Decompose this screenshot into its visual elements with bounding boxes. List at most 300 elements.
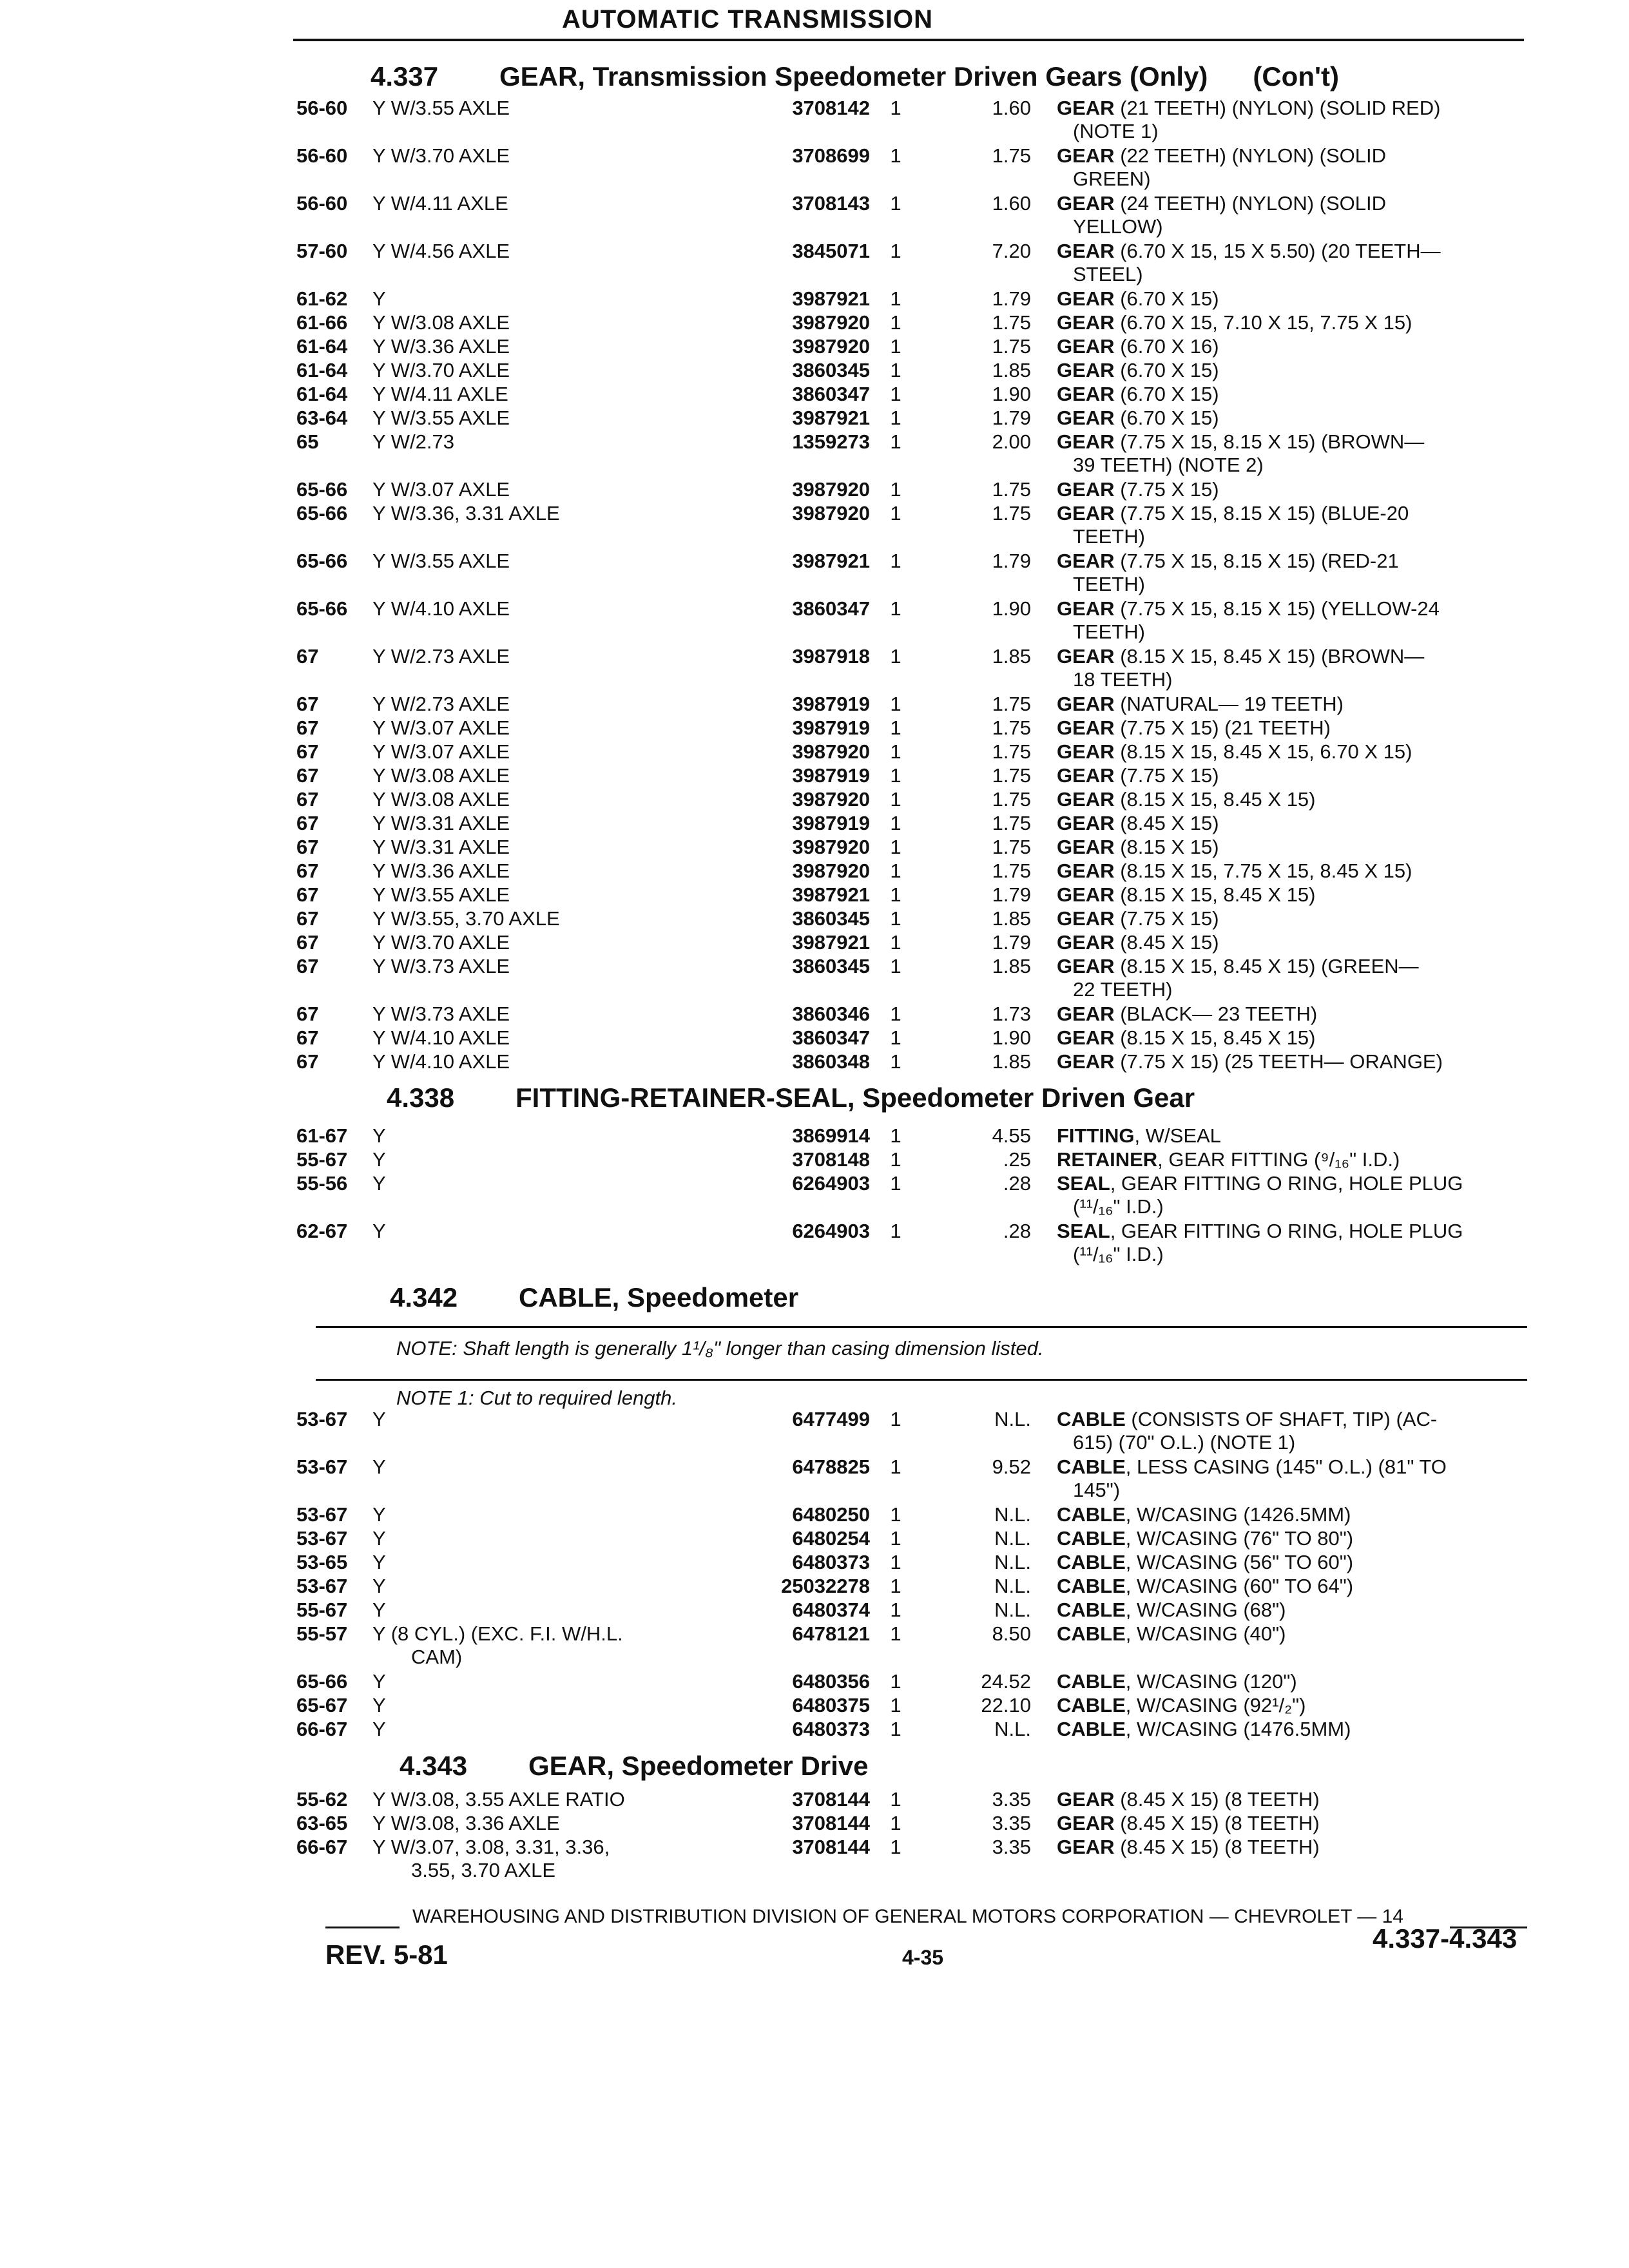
model-text: Y W/3.55 AXLE <box>372 883 510 906</box>
model-text: Y W/2.73 <box>372 430 454 453</box>
model-cell <box>372 1456 720 1479</box>
price: 1.75 <box>992 788 1031 811</box>
description-text-cont: GREEN) <box>1073 168 1151 190</box>
description-keyword: GEAR <box>1057 693 1115 715</box>
description-text: , W/CASING (120") <box>1125 1670 1297 1693</box>
quantity: 1 <box>890 1050 901 1073</box>
quantity: 1 <box>890 788 901 811</box>
description-cell <box>1057 1812 1527 1835</box>
year-range: 65-66 <box>296 1670 348 1693</box>
description-text-cont: (¹¹/₁₆" I.D.) <box>1073 1195 1164 1218</box>
quantity: 1 <box>890 693 901 715</box>
quantity: 1 <box>890 311 901 334</box>
description-keyword: GEAR <box>1057 836 1115 858</box>
price: 1.79 <box>992 407 1031 429</box>
model-cell <box>372 1694 720 1717</box>
price: 1.75 <box>992 335 1031 358</box>
model-cell <box>372 430 720 454</box>
price: 1.75 <box>992 740 1031 763</box>
part-number: 3708148 <box>792 1148 870 1171</box>
description-cell <box>1057 1124 1527 1148</box>
quantity: 1 <box>890 1148 901 1171</box>
model-cell <box>372 1148 720 1171</box>
section-name: GEAR, Speedometer Drive <box>528 1751 869 1781</box>
model-text: Y W/3.07 AXLE <box>372 716 510 739</box>
price: 1.75 <box>992 478 1031 501</box>
price: 1.75 <box>992 311 1031 334</box>
model-text: Y W/3.55 AXLE <box>372 550 510 572</box>
table-row <box>0 1836 1629 1883</box>
model-text: Y W/3.70 AXLE <box>372 931 510 954</box>
description-keyword: SEAL <box>1057 1172 1110 1195</box>
year-range: 61-64 <box>296 383 348 405</box>
model-cell <box>372 478 720 501</box>
model-text: Y W/3.73 AXLE <box>372 1003 510 1025</box>
price: 1.79 <box>992 931 1031 954</box>
model-text: Y <box>372 1694 386 1716</box>
description-text: (6.70 X 15) <box>1114 383 1219 405</box>
description-keyword: GEAR <box>1057 740 1115 763</box>
quantity: 1 <box>890 645 901 668</box>
year-range: 53-67 <box>296 1575 348 1597</box>
quantity: 1 <box>890 359 901 381</box>
price: 1.60 <box>992 192 1031 215</box>
quantity: 1 <box>890 1670 901 1693</box>
quantity: 1 <box>890 955 901 977</box>
price: N.L. <box>994 1527 1031 1550</box>
year-range: 53-67 <box>296 1527 348 1550</box>
model-cell <box>372 1503 720 1526</box>
description-cell <box>1057 1527 1527 1550</box>
part-number: 3987919 <box>792 693 870 715</box>
description-cell <box>1057 812 1527 835</box>
description-cell <box>1057 1599 1527 1622</box>
description-keyword: CABLE <box>1057 1622 1126 1645</box>
description-keyword: GEAR <box>1057 550 1115 572</box>
price: 1.75 <box>992 502 1031 524</box>
model-text: Y W/3.70 AXLE <box>372 144 510 167</box>
price: 1.79 <box>992 287 1031 310</box>
section-title-4338 <box>387 1082 1195 1113</box>
model-text: Y <box>372 1408 386 1430</box>
price: N.L. <box>994 1551 1031 1573</box>
year-range: 61-66 <box>296 311 348 334</box>
description-cell <box>1057 1172 1527 1218</box>
price: 1.75 <box>992 716 1031 739</box>
description-cell <box>1057 359 1527 382</box>
description-text-cont: 145") <box>1073 1479 1121 1501</box>
description-keyword: CABLE <box>1057 1694 1126 1716</box>
description-text: (6.70 X 16) <box>1114 335 1219 358</box>
year-range: 67 <box>296 693 319 715</box>
description-cell <box>1057 1408 1527 1454</box>
description-keyword: GEAR <box>1057 764 1115 787</box>
model-text: Y W/3.55 AXLE <box>372 97 510 119</box>
description-text: (6.70 X 15) <box>1114 407 1219 429</box>
description-keyword: CABLE <box>1057 1551 1126 1573</box>
section-title-4343 <box>400 1751 869 1782</box>
section-number: 4.338 <box>387 1082 455 1113</box>
description-cell <box>1057 1788 1527 1811</box>
part-number: 3708144 <box>792 1788 870 1811</box>
page-number: 4-35 <box>902 1946 944 1969</box>
part-number: 3987921 <box>792 883 870 906</box>
year-range: 67 <box>296 716 319 739</box>
model-cell <box>372 97 720 120</box>
description-text: (8.15 X 15, 8.45 X 15, 6.70 X 15) <box>1114 740 1412 763</box>
model-text: Y <box>372 1551 386 1573</box>
description-keyword: GEAR <box>1057 645 1115 668</box>
table-row <box>0 645 1629 693</box>
model-cell <box>372 192 720 215</box>
year-range: 66-67 <box>296 1836 348 1858</box>
description-keyword: GEAR <box>1057 1026 1115 1049</box>
part-number: 3708699 <box>792 144 870 167</box>
price: 1.90 <box>992 383 1031 405</box>
quantity: 1 <box>890 1124 901 1147</box>
price: 1.60 <box>992 97 1031 119</box>
description-keyword: GEAR <box>1057 883 1115 906</box>
part-number: 3860347 <box>792 597 870 620</box>
model-cell <box>372 311 720 334</box>
description-text: (24 TEETH) (NYLON) (SOLID <box>1114 192 1387 215</box>
quantity: 1 <box>890 1836 901 1858</box>
model-cell <box>372 693 720 716</box>
table-row <box>0 192 1629 240</box>
model-text: Y <box>372 287 386 310</box>
description-keyword: GEAR <box>1057 383 1115 405</box>
quantity: 1 <box>890 1788 901 1811</box>
description-cell <box>1057 1718 1527 1741</box>
description-keyword: GEAR <box>1057 144 1115 167</box>
price: 3.35 <box>992 1788 1031 1811</box>
model-cell <box>372 716 720 740</box>
year-range: 55-67 <box>296 1148 348 1171</box>
model-text: Y W/2.73 AXLE <box>372 645 510 668</box>
model-text: Y W/4.11 AXLE <box>372 192 508 215</box>
part-number: 6477499 <box>792 1408 870 1430</box>
model-cell <box>372 1670 720 1693</box>
part-number: 3987920 <box>792 335 870 358</box>
price: 1.75 <box>992 693 1031 715</box>
table-row <box>0 97 1629 144</box>
part-number: 3987921 <box>792 287 870 310</box>
description-text-cont: 39 TEETH) (NOTE 2) <box>1073 454 1264 476</box>
model-cell <box>372 907 720 930</box>
price: 8.50 <box>992 1622 1031 1645</box>
description-cell <box>1057 550 1527 596</box>
part-number: 6480374 <box>792 1599 870 1621</box>
description-keyword: GEAR <box>1057 502 1115 524</box>
model-cell <box>372 1527 720 1550</box>
description-text: (6.70 X 15, 7.10 X 15, 7.75 X 15) <box>1114 311 1412 334</box>
model-text: Y <box>372 1220 386 1242</box>
quantity: 1 <box>890 1003 901 1025</box>
year-range: 55-62 <box>296 1788 348 1811</box>
description-keyword: GEAR <box>1057 1003 1115 1025</box>
model-text: Y W/3.08, 3.55 AXLE RATIO <box>372 1788 625 1811</box>
description-text-cont: 18 TEETH) <box>1073 668 1173 691</box>
quantity: 1 <box>890 478 901 501</box>
header-rule <box>293 39 1524 41</box>
description-cell <box>1057 478 1527 501</box>
year-range: 56-60 <box>296 192 348 215</box>
description-keyword: GEAR <box>1057 907 1115 930</box>
quantity: 1 <box>890 335 901 358</box>
model-cell <box>372 1003 720 1026</box>
quantity: 1 <box>890 144 901 167</box>
part-number: 6480250 <box>792 1503 870 1526</box>
model-cell <box>372 1551 720 1574</box>
description-cell <box>1057 740 1527 764</box>
year-range: 63-65 <box>296 1812 348 1834</box>
description-keyword: GEAR <box>1057 1812 1115 1834</box>
quantity: 1 <box>890 192 901 215</box>
year-range: 65-66 <box>296 597 348 620</box>
price: 1.85 <box>992 645 1031 668</box>
description-text: , LESS CASING (145" O.L.) (81" TO <box>1125 1456 1447 1478</box>
description-cell <box>1057 955 1527 1001</box>
price: 1.73 <box>992 1003 1031 1025</box>
table-row <box>0 502 1629 550</box>
model-text: Y W/3.07 AXLE <box>372 740 510 763</box>
description-cell <box>1057 1670 1527 1693</box>
description-keyword: CABLE <box>1057 1718 1126 1740</box>
quantity: 1 <box>890 502 901 524</box>
quantity: 1 <box>890 1456 901 1478</box>
description-text-cont: YELLOW) <box>1073 215 1163 238</box>
quantity: 1 <box>890 907 901 930</box>
model-cell <box>372 144 720 168</box>
description-keyword: GEAR <box>1057 788 1115 811</box>
description-text: (NATURAL— 19 TEETH) <box>1114 693 1344 715</box>
description-text-cont: TEETH) <box>1073 620 1145 643</box>
description-cell <box>1057 1148 1527 1171</box>
model-cell <box>372 836 720 859</box>
year-range: 65-66 <box>296 478 348 501</box>
part-number: 6264903 <box>792 1172 870 1195</box>
year-range: 67 <box>296 764 319 787</box>
table-row <box>0 1622 1629 1670</box>
quantity: 1 <box>890 931 901 954</box>
price: .28 <box>1003 1220 1031 1242</box>
year-range: 55-57 <box>296 1622 348 1645</box>
model-cell <box>372 597 720 620</box>
description-text: , W/SEAL <box>1134 1124 1221 1147</box>
description-keyword: CABLE <box>1057 1575 1126 1597</box>
description-keyword: GEAR <box>1057 1788 1115 1811</box>
model-cell <box>372 645 720 668</box>
table-row <box>0 1456 1629 1503</box>
page-header-title: AUTOMATIC TRANSMISSION <box>561 5 934 34</box>
price: 1.79 <box>992 883 1031 906</box>
part-number: 6478121 <box>792 1622 870 1645</box>
description-keyword: RETAINER <box>1057 1148 1158 1171</box>
price: 24.52 <box>981 1670 1031 1693</box>
part-number: 3708144 <box>792 1812 870 1834</box>
quantity: 1 <box>890 1026 901 1049</box>
model-cell <box>372 1718 720 1741</box>
description-text: (7.75 X 15) <box>1114 764 1219 787</box>
part-number: 3860347 <box>792 1026 870 1049</box>
model-cell <box>372 1622 720 1669</box>
year-range: 67 <box>296 1003 319 1025</box>
description-cell <box>1057 97 1527 143</box>
description-keyword: GEAR <box>1057 407 1115 429</box>
quantity: 1 <box>890 860 901 882</box>
model-cell <box>372 1836 720 1882</box>
model-text: Y W/2.73 AXLE <box>372 693 510 715</box>
description-text: (8.15 X 15, 8.45 X 15) <box>1114 883 1316 906</box>
description-text: (6.70 X 15) <box>1114 359 1219 381</box>
description-text: (7.75 X 15) <box>1114 907 1219 930</box>
description-text: (8.15 X 15, 8.45 X 15) <box>1114 1026 1316 1049</box>
part-number: 3869914 <box>792 1124 870 1147</box>
quantity: 1 <box>890 97 901 119</box>
price: .25 <box>1003 1148 1031 1171</box>
description-cell <box>1057 1575 1527 1598</box>
footer-rule-left <box>325 1927 400 1928</box>
model-text: Y <box>372 1148 386 1171</box>
quantity: 1 <box>890 240 901 262</box>
description-text-cont: STEEL) <box>1073 263 1143 285</box>
description-text: , W/CASING (56" TO 60") <box>1125 1551 1354 1573</box>
price: 1.75 <box>992 764 1031 787</box>
part-number: 3860346 <box>792 1003 870 1025</box>
model-text: Y W/3.07, 3.08, 3.31, 3.36, <box>372 1836 610 1858</box>
section-name: FITTING-RETAINER-SEAL, Speedometer Driven Gear <box>516 1082 1195 1113</box>
description-text: , W/CASING (40") <box>1125 1622 1286 1645</box>
description-keyword: GEAR <box>1057 716 1115 739</box>
quantity: 1 <box>890 383 901 405</box>
model-text: Y W/3.36 AXLE <box>372 860 510 882</box>
price: N.L. <box>994 1599 1031 1621</box>
year-range: 53-67 <box>296 1408 348 1430</box>
description-text: (8.45 X 15) <box>1114 931 1219 954</box>
price: 1.75 <box>992 860 1031 882</box>
quantity: 1 <box>890 597 901 620</box>
model-text: Y W/3.31 AXLE <box>372 836 510 858</box>
description-text-cont: TEETH) <box>1073 573 1145 595</box>
model-text: Y W/3.31 AXLE <box>372 812 510 834</box>
year-range: 67 <box>296 883 319 906</box>
year-range: 65-67 <box>296 1694 348 1716</box>
description-text-cont: (NOTE 1) <box>1073 120 1159 142</box>
revision-label: REV. 5-81 <box>325 1939 448 1970</box>
part-number: 6264903 <box>792 1220 870 1242</box>
part-number: 6478825 <box>792 1456 870 1478</box>
model-cell <box>372 883 720 907</box>
price: 1.85 <box>992 955 1031 977</box>
model-cell <box>372 1408 720 1431</box>
description-text: , GEAR FITTING O RING, HOLE PLUG <box>1110 1172 1463 1195</box>
price: 1.75 <box>992 144 1031 167</box>
price: 1.90 <box>992 1026 1031 1049</box>
description-text: (7.75 X 15) (25 TEETH— ORANGE) <box>1114 1050 1443 1073</box>
year-range: 67 <box>296 836 319 858</box>
description-cell <box>1057 240 1527 286</box>
part-number: 3860345 <box>792 955 870 977</box>
section-name: GEAR, Transmission Speedometer Driven Gears (Only) <box>499 61 1208 91</box>
model-text: Y W/3.07 AXLE <box>372 478 510 501</box>
model-cell <box>372 383 720 406</box>
model-text: Y <box>372 1124 386 1147</box>
price: N.L. <box>994 1503 1031 1526</box>
table-row <box>0 1220 1629 1267</box>
part-number: 3708142 <box>792 97 870 119</box>
note-top-rule <box>316 1326 1527 1328</box>
model-text: Y W/3.73 AXLE <box>372 955 510 977</box>
description-text: (8.15 X 15) <box>1114 836 1219 858</box>
price: 22.10 <box>981 1694 1031 1716</box>
part-number: 3708144 <box>792 1836 870 1858</box>
year-range: 62-67 <box>296 1220 348 1242</box>
description-cell <box>1057 430 1527 477</box>
quantity: 1 <box>890 1718 901 1740</box>
description-cell <box>1057 716 1527 740</box>
quantity: 1 <box>890 407 901 429</box>
price: 9.52 <box>992 1456 1031 1478</box>
description-keyword: GEAR <box>1057 1050 1115 1073</box>
model-cell <box>372 335 720 358</box>
description-cell <box>1057 1503 1527 1526</box>
section-title-4342 <box>390 1282 798 1313</box>
table-row <box>0 1408 1629 1456</box>
description-cell <box>1057 883 1527 907</box>
description-keyword: FITTING <box>1057 1124 1135 1147</box>
model-cell <box>372 1220 720 1243</box>
model-cell <box>372 1575 720 1598</box>
model-text: Y W/4.10 AXLE <box>372 597 510 620</box>
description-keyword: GEAR <box>1057 860 1115 882</box>
part-number: 3987920 <box>792 311 870 334</box>
description-cell <box>1057 192 1527 238</box>
year-range: 67 <box>296 1050 319 1073</box>
table-row <box>0 1172 1629 1220</box>
description-cell <box>1057 907 1527 930</box>
quantity: 1 <box>890 1527 901 1550</box>
price: 3.35 <box>992 1812 1031 1834</box>
note-bottom-rule <box>316 1379 1527 1381</box>
price: 1.90 <box>992 597 1031 620</box>
description-text: , W/CASING (76" TO 80") <box>1125 1527 1354 1550</box>
description-text: , W/CASING (92¹/₂") <box>1125 1694 1306 1716</box>
section-number: 4.337 <box>371 61 439 91</box>
model-text: Y W/4.56 AXLE <box>372 240 510 262</box>
description-text: (7.75 X 15) <box>1114 478 1219 501</box>
quantity: 1 <box>890 883 901 906</box>
model-cell <box>372 1812 720 1835</box>
price: 4.55 <box>992 1124 1031 1147</box>
description-cell <box>1057 860 1527 883</box>
part-number: 3987918 <box>792 645 870 668</box>
part-number: 3987919 <box>792 812 870 834</box>
price: 1.75 <box>992 812 1031 834</box>
description-keyword: GEAR <box>1057 478 1115 501</box>
quantity: 1 <box>890 430 901 453</box>
continued-label: (Con't) <box>1253 61 1339 91</box>
quantity: 1 <box>890 1408 901 1430</box>
model-text: Y W/4.10 AXLE <box>372 1026 510 1049</box>
model-cell <box>372 812 720 835</box>
description-keyword: GEAR <box>1057 931 1115 954</box>
part-number: 3987920 <box>792 502 870 524</box>
price: N.L. <box>994 1718 1031 1740</box>
model-cell <box>372 931 720 954</box>
model-text: Y <box>372 1456 386 1478</box>
model-cell <box>372 1172 720 1195</box>
description-text: , GEAR FITTING (⁹/₁₆" I.D.) <box>1157 1148 1400 1171</box>
